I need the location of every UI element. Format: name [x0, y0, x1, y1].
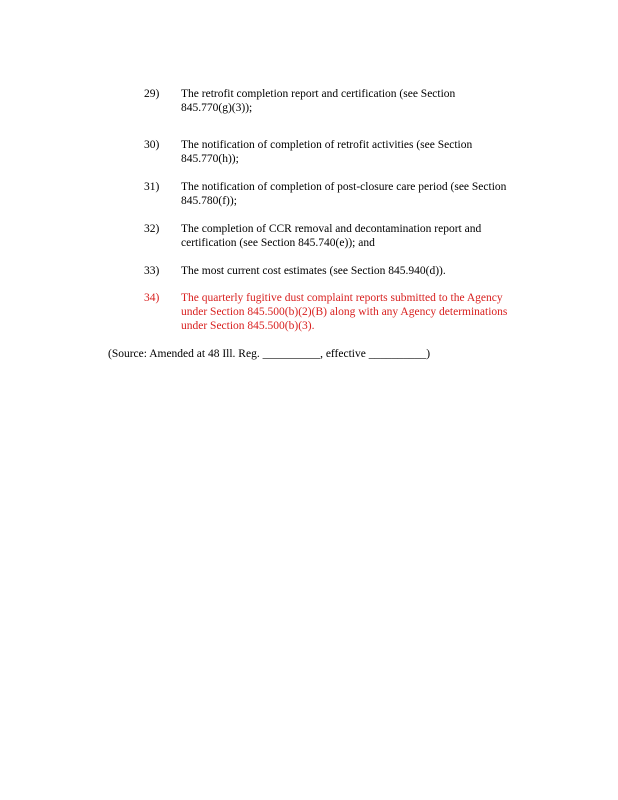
- item-text-line: under Section 845.500(b)(3).: [181, 320, 315, 332]
- item-text: [181, 222, 526, 250]
- item-text-line: The notification of completion of retrofit activities (see Section: [181, 139, 473, 151]
- item-text-line: The quarterly fugitive dust complaint reports submitted to the Agency: [181, 292, 503, 304]
- item-text-line: The completion of CCR removal and decontamination report and: [181, 223, 482, 235]
- item-text: [181, 87, 526, 115]
- item-text-line: under Section 845.500(b)(2)(B) along with any Agency determinations: [181, 306, 508, 318]
- item-number: 33): [144, 265, 160, 277]
- item-text: [181, 138, 526, 166]
- item-number: 30): [144, 139, 160, 151]
- item-text-line: The retrofit completion report and certification (see Section: [181, 88, 456, 100]
- item-number: 31): [144, 181, 160, 193]
- item-text-line: certification (see Section 845.740(e)); and: [181, 237, 375, 249]
- item-text: [181, 291, 526, 333]
- item-text: [181, 264, 526, 278]
- item-text-line: The notification of completion of post-closure care period (see Section: [181, 181, 507, 193]
- item-number: 32): [144, 223, 160, 235]
- source-note: (Source: Amended at 48 Ill. Reg. __________, effective __________): [108, 348, 431, 360]
- item-text: [181, 180, 526, 208]
- item-text-line: 845.770(g)(3));: [181, 102, 253, 114]
- item-text-line: The most current cost estimates (see Section 845.940(d)).: [181, 265, 446, 277]
- item-text-line: 845.780(f));: [181, 195, 237, 207]
- item-number: 29): [144, 88, 160, 100]
- item-number: 34): [144, 292, 160, 304]
- item-text-line: 845.770(h));: [181, 153, 239, 165]
